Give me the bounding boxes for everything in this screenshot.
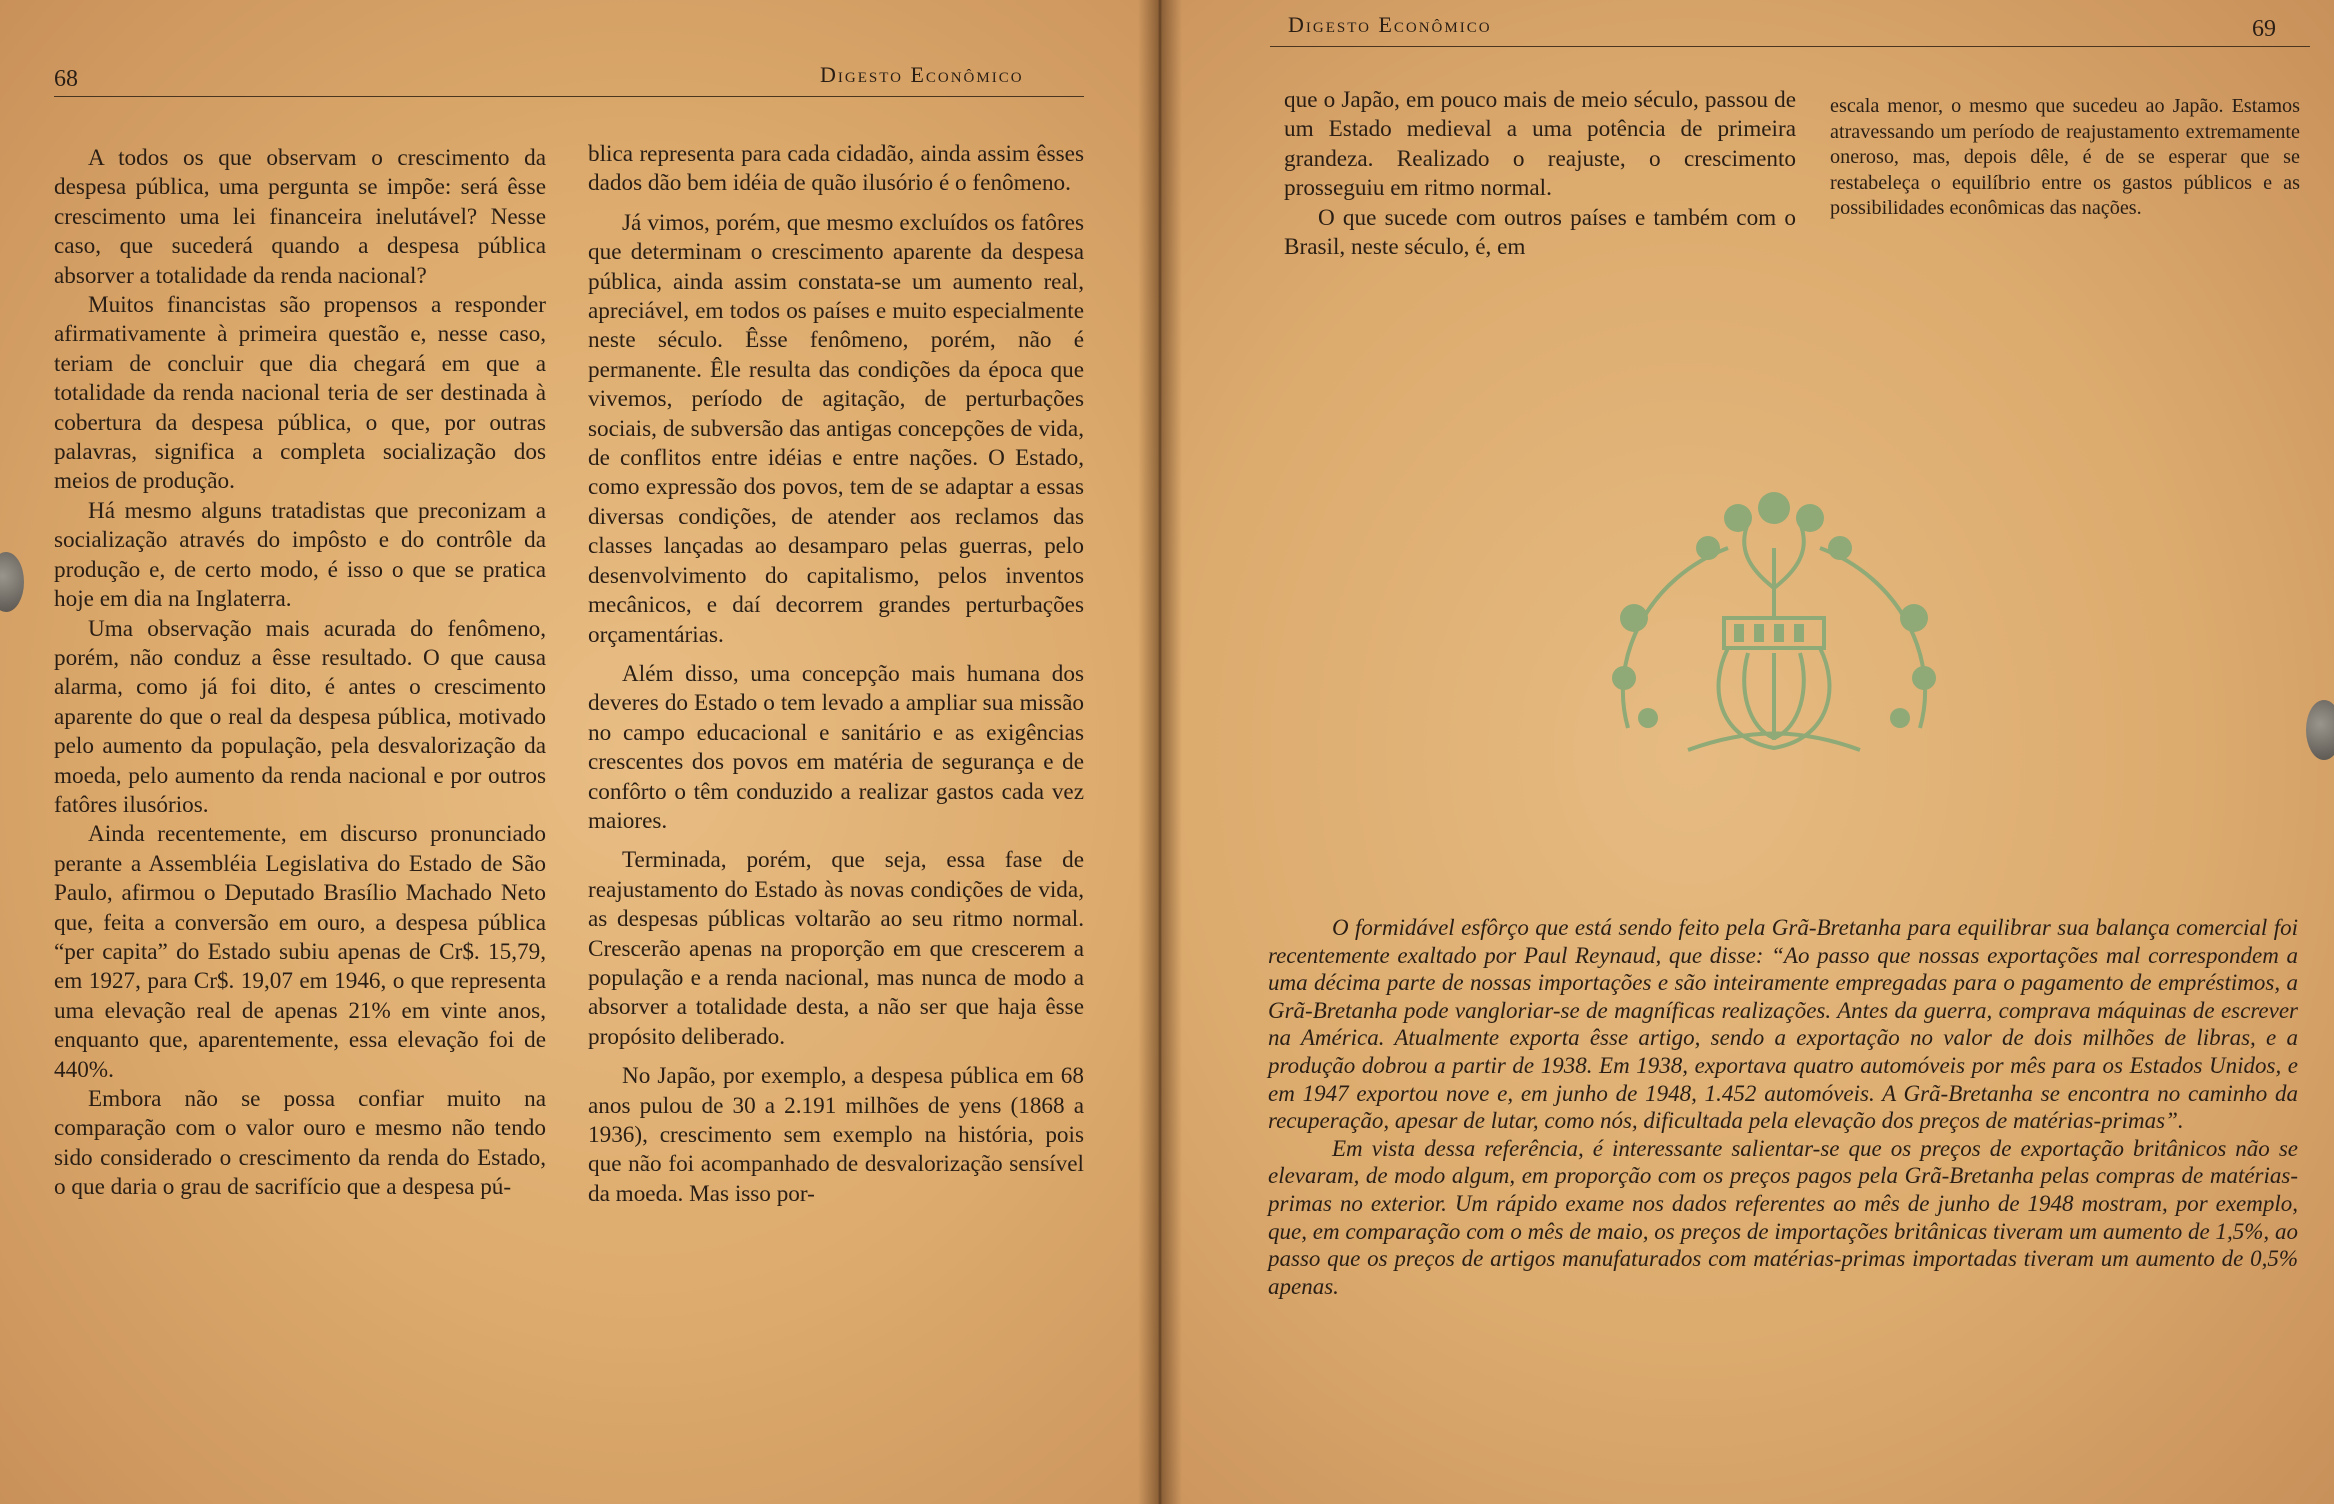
right-column-2 bbox=[1830, 94, 2300, 222]
paragraph: blica representa para cada cidadão, ainda assim êsses dados dão bem idéia de quão ilusório é o fenômeno. bbox=[588, 141, 1084, 197]
paragraph: A todos os que observam o crescimento da despesa pública, uma pergunta se impõe: será êsse crescimento uma lei financeira inelutável? Nesse caso, que sucederá quando a despesa pública absorver a totalidade da renda nacional? bbox=[54, 145, 546, 289]
left-running-head: Digesto Econômico bbox=[820, 62, 1024, 87]
header-rule bbox=[54, 96, 1084, 97]
paragraph: O formidável esfôrço que está sendo feito pela Grã-Bretanha para equilibrar sua balança comercial foi recentemente exaltado por Paul Reynaud, que disse: “Ao passo que nossas exportações mal correspondem a uma décima parte de nossas importações e são inteiramente empregadas para o pagamento de empréstimos, a Grã-Bretanha pode vangloriar-se de magníficas realizações. Antes da guerra, comprava máquinas de escrever na América. Atualmente exporta êsse artigo, sendo a exportação no valor de dois milhões de libras, e a produção dobrou a partir de 1938. Em 1938, exportava quatro automóveis por mês para os Estados Unidos, e em 1947 exportou nove e, em junho de 1948, 1.452 automóveis. A Grã-Bretanha se encontra no caminho da recuperação, apesar de lutar, como nós, dificultada pela elevação dos preços de matérias-primas”. bbox=[1268, 915, 2298, 1134]
binding-hole bbox=[2306, 700, 2334, 760]
paragraph: Embora não se possa confiar muito na comparação com o valor ouro e mesmo não tendo sido considerado o crescimento da renda do Estado, o que daria o grau de sacrifício que a despesa pú- bbox=[54, 1086, 546, 1201]
paragraph: Além disso, uma concepção mais humana dos deveres do Estado o tem levado a ampliar sua missão no campo educacional e sanitário e as exigências crescentes dos povos em matéria de segurança e de confôrto o têm conduzido a realizar gastos cada vez maiores. bbox=[588, 660, 1084, 834]
left-column-2 bbox=[588, 140, 1084, 1209]
flower-vase-ornament bbox=[1588, 468, 1960, 768]
right-column-1 bbox=[1284, 86, 1796, 262]
paragraph: Uma observação mais acurada do fenômeno, porém, não conduz a êsse resultado. O que causa alarma, como já foi dito, é antes o crescimento aparente do que o real da despesa pública, motivado pelo aumento da população, pela desvalorização da moeda, pelo aumento da renda nacional e por outros fatôres ilusórios. bbox=[54, 615, 546, 818]
paragraph: O que sucede com outros países e também com o Brasil, neste século, é, em bbox=[1284, 204, 1796, 261]
header-rule bbox=[1270, 46, 2310, 47]
paragraph: Já vimos, porém, que mesmo excluídos os fatôres que determinam o crescimento aparente da despesa pública, ainda assim constata-se um aumento real, apreciável, em todos os países e muito especialmente neste século. Êsse fenômeno, porém, não é permanente. Êle resulta das condições da época que vivemos, período de agitação, de perturbações sociais, de subversão das antigas concepções de vida, de conflitos entre idéias e entre nações. O Estado, como expressão dos povos, tem de se adaptar a essas diversas condições, de atender aos reclamos das classes lançadas ao desamparo pelas guerras, pelo desenvolvimento do capitalismo, pelos inventos mecânicos, e daí decorrem grandes perturbações orçamentárias. bbox=[588, 209, 1084, 648]
binding-hole bbox=[0, 552, 24, 612]
right-running-head: Digesto Econômico bbox=[1288, 12, 1492, 37]
right-page bbox=[1160, 0, 2334, 1504]
paragraph: Em vista dessa referência, é interessante salientar-se que os preços de exportação britânicos não se elevaram, de modo algum, em proporção com os preços pagos pela Grã-Bretanha pelas compras de matérias-primas no exterior. Um rápido exame nos dados referentes ao mês de junho de 1948 mostram, por exemplo, que, em comparação com o mês de maio, os preços de importações britânicas tiveram um aumento de 1,5%, ao passo que os preços de artigos manufaturados com matérias-primas importadas tiveram um aumento de 0,5% apenas. bbox=[1268, 1135, 2298, 1299]
left-page-number: 68 bbox=[54, 66, 78, 92]
left-column-1 bbox=[54, 144, 546, 1203]
paragraph: que o Japão, em pouco mais de meio século, passou de um Estado medieval a uma potência de primeira grandeza. Realizado o reajuste, o crescimento prosseguiu em ritmo normal. bbox=[1284, 87, 1796, 202]
paragraph: Muitos financistas são propensos a responder afirmativamente à primeira questão e, nesse caso, teriam de concluir que dia chegará em que a totalidade da renda nacional teria de ser destinada à cobertura da despesa pública, o que, por outras palavras, significa a completa socialização dos meios de produção. bbox=[54, 292, 546, 495]
right-page-number: 69 bbox=[2252, 16, 2276, 42]
book-gutter bbox=[1138, 0, 1182, 1504]
italic-note bbox=[1268, 914, 2298, 1300]
paragraph: No Japão, por exemplo, a despesa pública em 68 anos pulou de 30 a 2.191 milhões de yens (1868 a 1936), crescimento sem exemplo na história, pois que não foi acompanhado de desvalorização sensível da moeda. Mas isso por- bbox=[588, 1063, 1084, 1207]
paragraph: Ainda recentemente, em discurso pronunciado perante a Assembléia Legislativa do Estado de São Paulo, afirmou o Deputado Brasílio Machado Neto que, feita a conversão em ouro, a despesa pública “per capita” do Estado subiu apenas de Cr$. 15,79, em 1927, para Cr$. 19,07 em 1946, o que representa uma elevação real de apenas 21% em vinte anos, enquanto que, aparentemente, essa elevação foi de 440%. bbox=[54, 821, 546, 1083]
paragraph: Terminada, porém, que seja, essa fase de reajustamento do Estado às novas condições de vida, as despesas públicas voltarão ao seu ritmo normal. Crescerão apenas na proporção em que crescerem a população e a renda nacional, mas nunca de modo a absorver a totalidade desta, a não ser que haja êsse propósito deliberado. bbox=[588, 847, 1084, 1050]
left-page bbox=[0, 0, 1160, 1504]
paragraph: Há mesmo alguns tratadistas que preconizam a socialização através do impôsto e do contrôle da produção e, de certo modo, é isso o que se pratica hoje em dia na Inglaterra. bbox=[54, 497, 546, 613]
paragraph: escala menor, o mesmo que sucedeu ao Japão. Estamos atravessando um período de reajustamento extremamente oneroso, mas, depois dêle, é de se esperar que se restabeleça o equilíbrio entre os gastos públicos e as possibilidades econômicas das nações. bbox=[1830, 95, 2300, 220]
